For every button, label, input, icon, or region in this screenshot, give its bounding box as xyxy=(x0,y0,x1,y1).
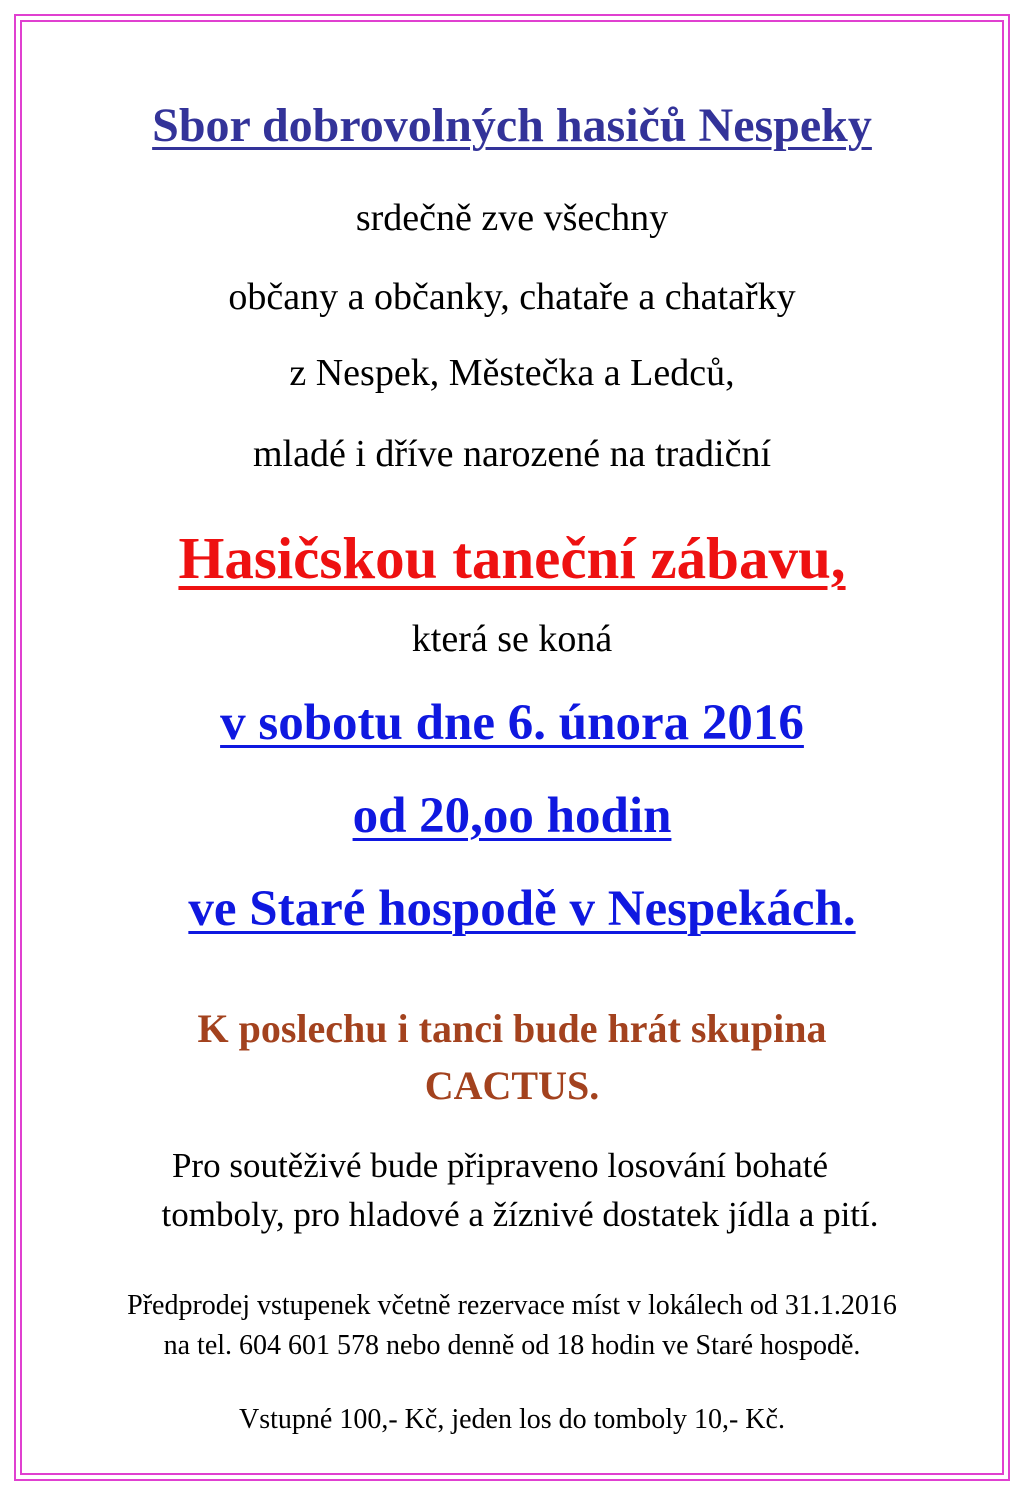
event-intro: která se koná xyxy=(411,618,613,660)
presale-line-2: na tel. 604 601 578 nebo denně od 18 hodin ve Staré hospodě. xyxy=(163,1330,861,1361)
event-date: v sobotu dne 6. února 2016 xyxy=(220,695,804,751)
invitation-line-1: srdečně zve všechny xyxy=(355,197,669,239)
event-title: Hasičskou taneční zábavu, xyxy=(178,525,846,591)
presale-line-1: Předprodej vstupenek včetně rezervace míst v lokálech od 31.1.2016 xyxy=(127,1290,897,1321)
event-venue: ve Staré hospodě v Nespekách. xyxy=(188,881,856,937)
music-line: K poslechu i tanci bude hrát skupina xyxy=(197,1006,827,1051)
event-time: od 20,oo hodin xyxy=(352,788,672,844)
organizer-heading: Sbor dobrovolných hasičů Nespeky xyxy=(152,99,872,152)
invitation-line-4: mladé i dříve narozené na tradiční xyxy=(252,433,772,475)
invitation-line-3: z Nespek, Městečka a Ledců, xyxy=(289,352,735,394)
invitation-line-2: občany a občanky, chataře a chatařky xyxy=(228,276,796,318)
raffle-line-2: tomboly, pro hladové a žíznivé dostatek jídla a pití. xyxy=(161,1195,879,1234)
raffle-line-1: Pro soutěživé bude připraveno losování bohaté xyxy=(171,1146,829,1185)
admission-info: Vstupné 100,- Kč, jeden los do tomboly 10,- Kč. xyxy=(239,1404,785,1435)
band-name: CACTUS. xyxy=(424,1063,600,1108)
